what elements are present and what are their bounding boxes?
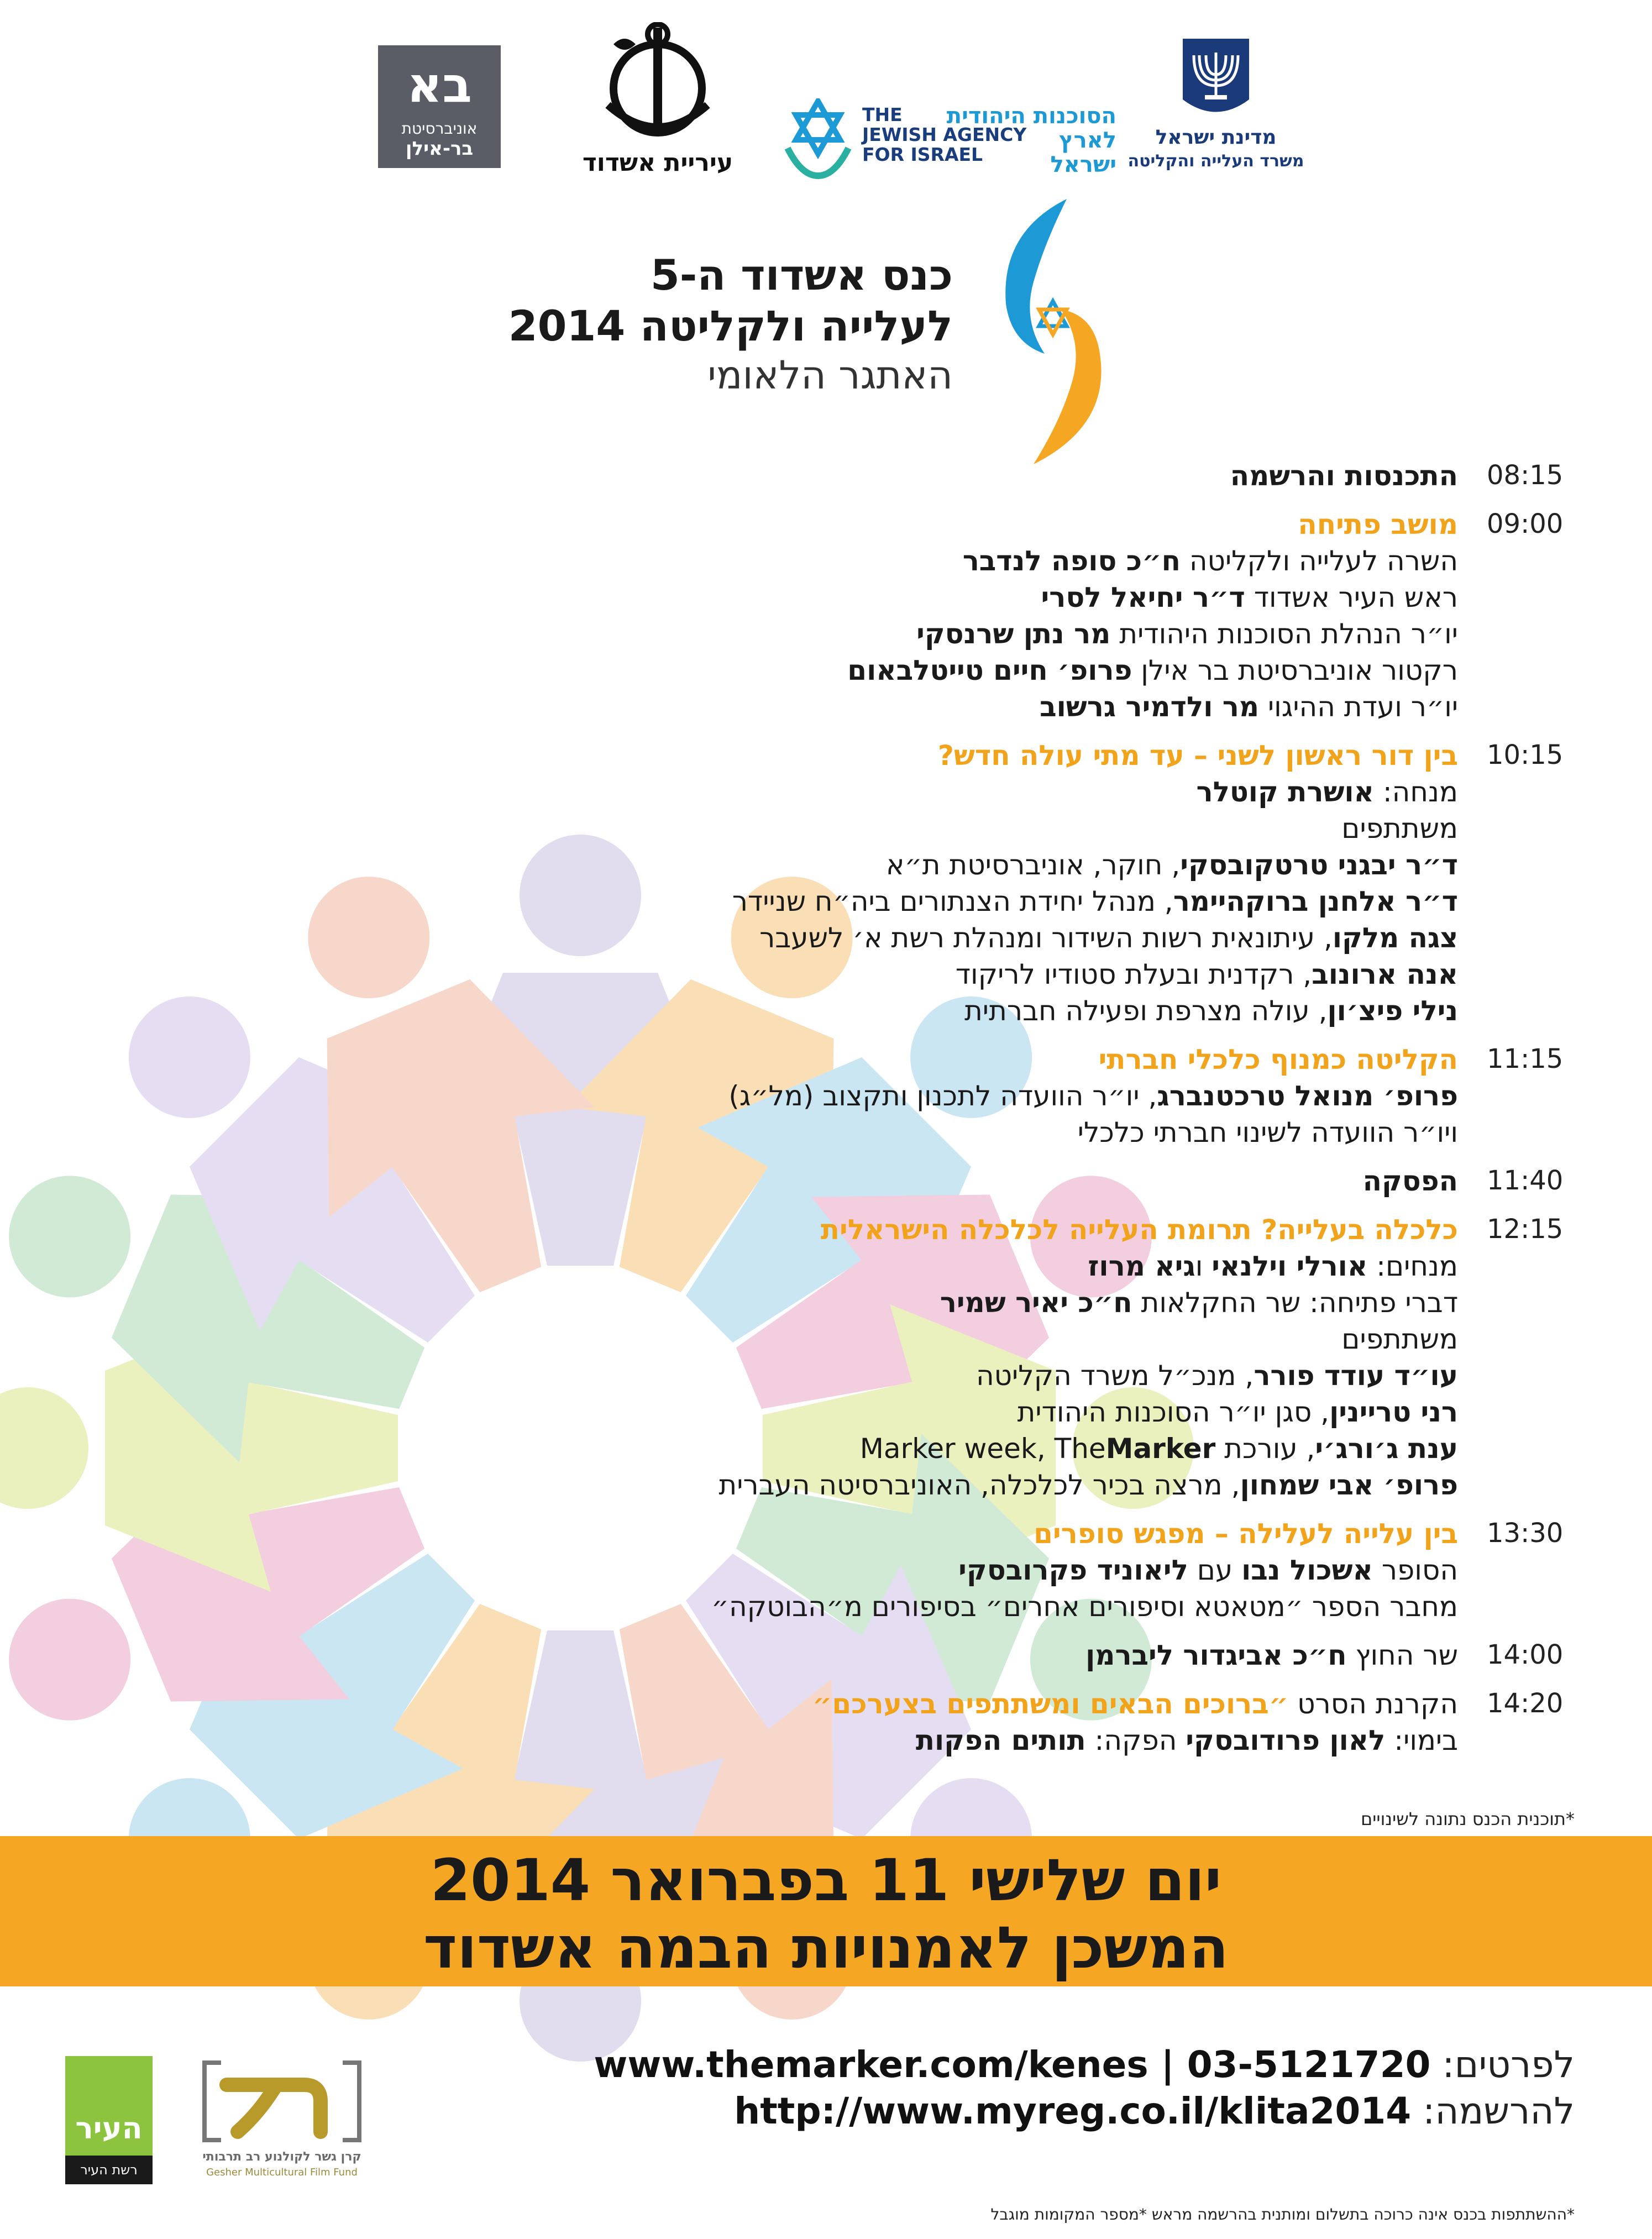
ashdod-city-emblem [575, 22, 741, 144]
bar-ilan-logo: בא אוניברסיטת בר-אילן [378, 45, 501, 168]
session-line: נילי פיצ׳ון, עולה מצרפת ופעילה חברתית [964, 995, 1458, 1027]
session-time: 11:40 [1487, 1165, 1564, 1196]
ha-ir-logo: העיר רשת העיר [65, 2056, 153, 2184]
program-session [508, 1041, 1575, 1151]
session-title: בין עלייה לעלילה – מפגש סופרים [1034, 1518, 1458, 1550]
gesher-film-fund-logo: קרן גשר לקולנוע רב תרבותי Gesher Multicultural Film Fund [193, 2057, 370, 2187]
session-title: מושב פתיחה [1298, 508, 1458, 541]
program-session [508, 737, 1575, 1029]
session-line: רני טריינין, סגן יו״ר הסוכנות היהודית [1017, 1396, 1458, 1428]
program-session [508, 1212, 1575, 1503]
session-time: 12:15 [1487, 1214, 1564, 1245]
session-time: 08:15 [1487, 460, 1564, 491]
contact-info [594, 2042, 1575, 2135]
session-title: כלכלה בעלייה? תרומת העלייה לכלכלה הישראלית [820, 1214, 1458, 1246]
program-session [508, 1516, 1575, 1625]
title-line-2: לעלייה ולקליטה 2014 [508, 301, 953, 350]
program-session [508, 1163, 1575, 1199]
session-line: מנחה: אושרת קוטלר [1196, 776, 1458, 808]
conference-emblem-icon [984, 193, 1122, 470]
session-line: צגה מלקו, עיתונאית רשות השידור ומנהלת רשת א׳ לשעבר [759, 922, 1458, 954]
jewish-agency-logo [779, 98, 1116, 181]
session-time: 14:00 [1487, 1639, 1564, 1670]
program-schedule [508, 458, 1575, 1771]
session-line: משתתפים [1341, 812, 1458, 845]
register-label: להרשמה: [1423, 2090, 1575, 2132]
ashdod-logo: עיריית אשדוד [575, 22, 741, 177]
gesher-mark-icon [193, 2057, 370, 2148]
session-line: עו״ד עודד פורר, מנכ״ל משרד הקליטה [976, 1360, 1458, 1392]
program-session [508, 1686, 1575, 1759]
session-line: משתתפים [1341, 1323, 1458, 1355]
program-session [508, 1637, 1575, 1674]
menorah-emblem [1116, 33, 1315, 122]
session-line: דברי פתיחה: שר החקלאות ח״כ יאיר שמיר [940, 1287, 1458, 1319]
session-line: ויו״ר הוועדה לשינוי חברתי כלכלי [1077, 1116, 1458, 1149]
session-line: אנה ארונוב, רקדנית ובעלת סטודיו לריקוד [955, 958, 1458, 990]
conference-title [508, 250, 953, 399]
session-line: מנחים: אורלי וילנאי וגיא מרוז [1088, 1250, 1458, 1282]
program-footnote: *תוכנית הכנס נתונה לשינויים [1361, 1808, 1575, 1829]
session-line: השרה לעלייה ולקליטה ח״כ סופה לנדבר [962, 545, 1458, 577]
session-line: ד״ר יבגני טרטקובסקי, חוקר, אוניברסיטת ת״א [885, 849, 1458, 881]
session-time: 14:20 [1487, 1688, 1564, 1719]
session-line: יו״ר הנהלת הסוכנות היהודית מר נתן שרנסקי [916, 618, 1458, 650]
session-line: שר החוץ ח״כ אביגדור ליברמן [1085, 1639, 1458, 1671]
date-venue-banner [0, 1836, 1652, 1986]
session-line: ראש העיר אשדוד ד״ר יחיאל לסרי [1041, 581, 1458, 614]
program-session [508, 458, 1575, 494]
session-title: הקליטה כמנוף כלכלי חברתי [1098, 1044, 1458, 1076]
program-session [508, 506, 1575, 725]
session-line: הסופר אשכול נבו עם ליאוניד פקרובסקי [958, 1554, 1458, 1586]
state-of-israel-logo: מדינת ישראל משרד העלייה והקליטה [1116, 33, 1315, 182]
session-line: פרופ׳ אבי שמחון, מרצה בכיר לכלכלה, האוניברסיטה העברית [719, 1469, 1458, 1501]
jewish-agency-en: THE JEWISH AGENCY FOR ISRAEL [862, 104, 1027, 165]
session-time: 11:15 [1487, 1044, 1564, 1074]
session-line: ענת ג׳ורג׳י, עורכת Marker week, TheMarker [859, 1433, 1458, 1465]
session-line: בימוי: לאון פרודובסקי הפקה: תותים הפקות [915, 1724, 1458, 1756]
session-line: ד״ר אלחנן ברוקהיימר, מנהל יחידת הצנתורים ביה״ח שניידר [732, 885, 1458, 917]
session-line: הפסקה [1362, 1165, 1458, 1197]
event-date: יום שלישי 11 בפברואר 2014 [430, 1847, 1222, 1914]
title-line-3: האתגר הלאומי [707, 353, 953, 398]
session-title: בין דור ראשון לשני – עד מתי עולה חדש? [937, 740, 1458, 772]
session-line: התכנסות והרשמה [1230, 460, 1458, 492]
title-line-1: כנס אשדוד ה-5 [650, 250, 953, 300]
session-line: הקרנת הסרט ״ברוכים הבאים ומשתתפים בצערכם״ [812, 1688, 1458, 1720]
session-line: פרופ׳ מנואל טרכטנברג, יו״ר הוועדה לתכנון ותקצוב (מל״ג) [728, 1080, 1458, 1112]
participation-footnote: *ההשתתפות בכנס אינה כרוכה בתשלום ומותנית בהרשמה מראש *מספר המקומות מוגבל [990, 2205, 1575, 2224]
jewish-agency-icon [779, 98, 857, 181]
session-time: 09:00 [1487, 508, 1564, 539]
details-label: לפרטים: [1442, 2043, 1575, 2086]
details-link[interactable]: www.themarker.com/kenes | 03-5121720 [594, 2043, 1431, 2086]
jewish-agency-he: הסוכנות היהודית לארץ ישראל [946, 103, 1116, 177]
session-line: יו״ר ועדת ההיגוי מר ולדמיר גרשוב [1040, 691, 1458, 723]
session-line: רקטור אוניברסיטת בר אילן פרופ׳ חיים טייטלבאום [847, 654, 1458, 686]
session-time: 13:30 [1487, 1518, 1564, 1549]
event-venue: המשכן לאמנויות הבמה אשדוד [423, 1914, 1229, 1981]
register-link[interactable]: http://www.myreg.co.il/klita2014 [734, 2090, 1412, 2132]
session-line: מחבר הספר ״מטאטא וסיפורים אחרים״ בסיפורים מ״הבוטקה״ [711, 1591, 1458, 1623]
session-time: 10:15 [1487, 740, 1564, 770]
